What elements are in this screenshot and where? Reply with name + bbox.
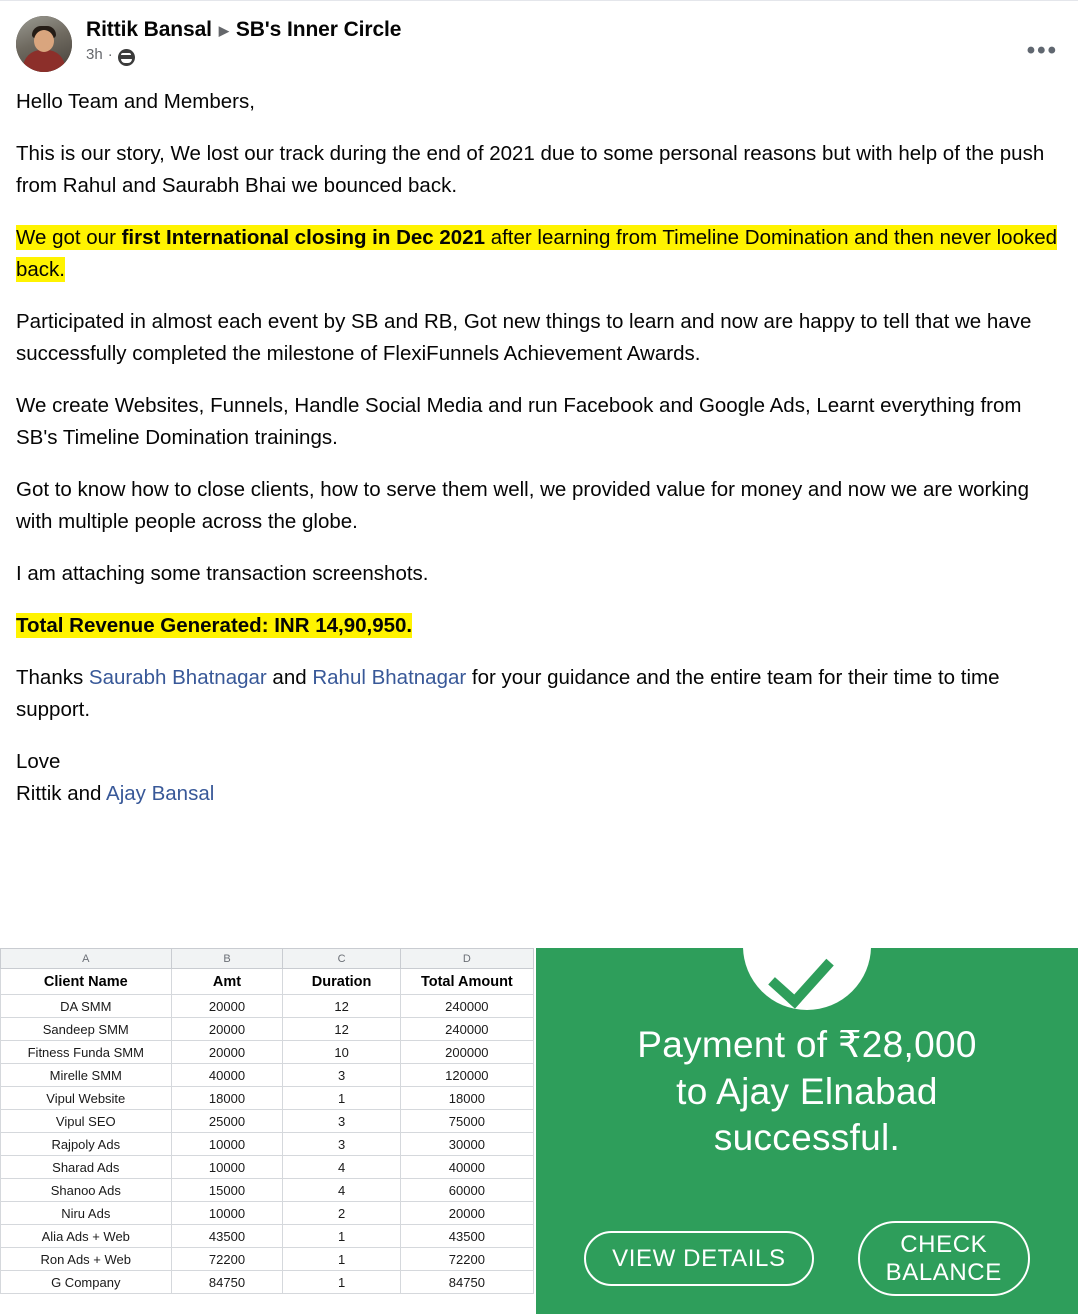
table-row bbox=[1, 1225, 534, 1248]
thanks-prefix: Thanks bbox=[16, 665, 89, 689]
total-revenue-text: Total Revenue Generated: INR 14,90,950. bbox=[16, 613, 413, 637]
cell-amt: 84750 bbox=[171, 1271, 283, 1294]
group-name[interactable]: SB's Inner Circle bbox=[235, 18, 402, 41]
cell-duration: 3 bbox=[283, 1110, 400, 1133]
cell-amt: 18000 bbox=[171, 1087, 283, 1110]
post-paragraph-thanks bbox=[16, 662, 1062, 726]
table-row bbox=[1, 1202, 534, 1225]
check-balance-line-1: CHECK bbox=[900, 1231, 988, 1259]
cell-client-name: Alia Ads + Web bbox=[1, 1225, 172, 1248]
cell-client-name: Vipul Website bbox=[1, 1087, 172, 1110]
header-duration: Duration bbox=[283, 969, 400, 995]
post-signoff-love: Love bbox=[16, 749, 61, 773]
cell-client-name: DA SMM bbox=[1, 995, 172, 1018]
cell-client-name: Ron Ads + Web bbox=[1, 1248, 172, 1271]
cell-total: 30000 bbox=[400, 1133, 533, 1156]
post-meta-line bbox=[86, 46, 401, 63]
cell-duration: 10 bbox=[283, 1041, 400, 1064]
column-letter-c: C bbox=[283, 949, 400, 969]
post-paragraph-5: Got to know how to close clients, how to serve them well, we provided value for money and now we are working with multiple people across the globe. bbox=[16, 477, 1029, 533]
payment-actions bbox=[536, 1221, 1078, 1296]
table-row bbox=[1, 1018, 534, 1041]
post-paragraph-greeting: Hello Team and Members, bbox=[16, 90, 255, 113]
thanks-suffix: for your guidance and the entire team for their time to time support. bbox=[16, 665, 1000, 721]
cell-client-name: Rajpoly Ads bbox=[1, 1133, 172, 1156]
payment-amount-line: Payment of ₹28,000 bbox=[637, 1024, 977, 1065]
post-paragraph-3: Participated in almost each event by SB and RB, Got new things to learn and now are happy to tell that we have successfully completed the milestone of FlexiFunnels Achievement Awards. bbox=[16, 309, 1032, 365]
success-check-icon bbox=[743, 948, 871, 1010]
post-total-revenue bbox=[16, 610, 1062, 642]
thanks-and: and bbox=[266, 665, 313, 689]
post-paragraph-1: This is our story, We lost our track during the end of 2021 due to some personal reasons but with help of the push from Rahul and Saurabh Bhai we bounced back. bbox=[16, 141, 1045, 197]
post-body bbox=[0, 72, 1078, 809]
post-timestamp[interactable]: 3h bbox=[86, 46, 103, 63]
table-row bbox=[1, 1248, 534, 1271]
post-more-options-button[interactable]: ••• bbox=[1026, 37, 1058, 64]
cell-total: 75000 bbox=[400, 1110, 533, 1133]
table-row bbox=[1, 1156, 534, 1179]
cell-total: 18000 bbox=[400, 1087, 533, 1110]
cell-total: 240000 bbox=[400, 995, 533, 1018]
cell-amt: 43500 bbox=[171, 1225, 283, 1248]
post-title-line bbox=[86, 18, 401, 42]
cell-client-name: Shanoo Ads bbox=[1, 1179, 172, 1202]
payment-status-line: successful. bbox=[713, 1117, 901, 1159]
check-balance-line-2: BALANCE bbox=[885, 1258, 1002, 1286]
table-header-row bbox=[1, 969, 534, 995]
table-row bbox=[1, 1041, 534, 1064]
cell-total: 240000 bbox=[400, 1018, 533, 1041]
meta-separator: · bbox=[107, 46, 113, 63]
column-letter-b: B bbox=[171, 949, 283, 969]
cell-duration: 4 bbox=[283, 1179, 400, 1202]
table-row bbox=[1, 995, 534, 1018]
payment-confirmation-attachment[interactable] bbox=[536, 948, 1078, 1314]
cell-duration: 1 bbox=[283, 1271, 400, 1294]
payment-recipient-line: to Ajay Elnabad bbox=[676, 1070, 938, 1112]
cell-client-name: Niru Ads bbox=[1, 1202, 172, 1225]
cell-amt: 10000 bbox=[171, 1156, 283, 1179]
cell-duration: 12 bbox=[283, 1018, 400, 1041]
mention-ajay-bansal[interactable]: Ajay Bansal bbox=[106, 781, 215, 805]
table-row bbox=[1, 1133, 534, 1156]
post-attachments bbox=[0, 948, 1078, 1314]
post-signoff-names bbox=[16, 778, 1062, 810]
cell-total: 60000 bbox=[400, 1179, 533, 1202]
cell-duration: 3 bbox=[283, 1064, 400, 1087]
column-letter-d: D bbox=[400, 949, 533, 969]
signoff-prefix: Rittik and bbox=[16, 781, 107, 805]
table-column-letters-row bbox=[1, 949, 534, 969]
mention-rahul-bhatnagar[interactable]: Rahul Bhatnagar bbox=[312, 665, 467, 689]
caret-right-icon: ▶ bbox=[218, 23, 229, 38]
cell-total: 84750 bbox=[400, 1271, 533, 1294]
post-paragraph-2 bbox=[16, 222, 1062, 286]
cell-amt: 15000 bbox=[171, 1179, 283, 1202]
cell-duration: 1 bbox=[283, 1225, 400, 1248]
post-paragraph-6: I am attaching some transaction screenshots. bbox=[16, 561, 429, 585]
cell-duration: 3 bbox=[283, 1133, 400, 1156]
mention-saurabh-bhatnagar[interactable]: Saurabh Bhatnagar bbox=[88, 665, 267, 689]
cell-client-name: G Company bbox=[1, 1271, 172, 1294]
avatar[interactable] bbox=[16, 16, 72, 72]
cell-total: 40000 bbox=[400, 1156, 533, 1179]
cell-client-name: Sandeep SMM bbox=[1, 1018, 172, 1041]
table-row bbox=[1, 1110, 534, 1133]
header-client-name: Client Name bbox=[1, 969, 172, 995]
grinning-emoji-icon bbox=[118, 49, 135, 66]
cell-total: 20000 bbox=[400, 1202, 533, 1225]
cell-client-name: Mirelle SMM bbox=[1, 1064, 172, 1087]
avatar-face bbox=[34, 30, 54, 52]
cell-duration: 2 bbox=[283, 1202, 400, 1225]
client-revenue-table bbox=[0, 948, 534, 1294]
spreadsheet-attachment[interactable] bbox=[0, 948, 536, 1314]
header-total-amount: Total Amount bbox=[400, 969, 533, 995]
cell-amt: 20000 bbox=[171, 995, 283, 1018]
cell-client-name: Vipul SEO bbox=[1, 1110, 172, 1133]
cell-duration: 4 bbox=[283, 1156, 400, 1179]
post-header-text bbox=[86, 16, 401, 63]
highlight-text-c: after learning from Timeline Domination and then never looked back. bbox=[16, 225, 1058, 281]
cell-client-name: Sharad Ads bbox=[1, 1156, 172, 1179]
cell-amt: 20000 bbox=[171, 1041, 283, 1064]
cell-amt: 10000 bbox=[171, 1133, 283, 1156]
table-row bbox=[1, 1087, 534, 1110]
payment-message bbox=[536, 1022, 1078, 1162]
highlight-text-a: We got our bbox=[16, 225, 122, 249]
cell-total: 72200 bbox=[400, 1248, 533, 1271]
cell-total: 43500 bbox=[400, 1225, 533, 1248]
cell-amt: 72200 bbox=[171, 1248, 283, 1271]
cell-amt: 40000 bbox=[171, 1064, 283, 1087]
column-letter-a: A bbox=[1, 949, 172, 969]
cell-duration: 1 bbox=[283, 1087, 400, 1110]
cell-total: 120000 bbox=[400, 1064, 533, 1087]
check-balance-button[interactable] bbox=[858, 1221, 1030, 1296]
cell-amt: 20000 bbox=[171, 1018, 283, 1041]
cell-client-name: Fitness Funda SMM bbox=[1, 1041, 172, 1064]
header-amt: Amt bbox=[171, 969, 283, 995]
table-row bbox=[1, 1064, 534, 1087]
cell-total: 200000 bbox=[400, 1041, 533, 1064]
cell-amt: 10000 bbox=[171, 1202, 283, 1225]
post-paragraph-4: We create Websites, Funnels, Handle Social Media and run Facebook and Google Ads, Learnt everything from SB's Timeline Domination trainings. bbox=[16, 393, 1022, 449]
table-row bbox=[1, 1179, 534, 1202]
cell-amt: 25000 bbox=[171, 1110, 283, 1133]
view-details-button[interactable]: VIEW DETAILS bbox=[584, 1231, 813, 1286]
highlight-text-bold: first International closing in Dec 2021 bbox=[121, 225, 485, 249]
post-header bbox=[0, 0, 1078, 72]
table-row bbox=[1, 1271, 534, 1294]
cell-duration: 1 bbox=[283, 1248, 400, 1271]
cell-duration: 12 bbox=[283, 995, 400, 1018]
author-name[interactable]: Rittik Bansal bbox=[86, 18, 212, 41]
